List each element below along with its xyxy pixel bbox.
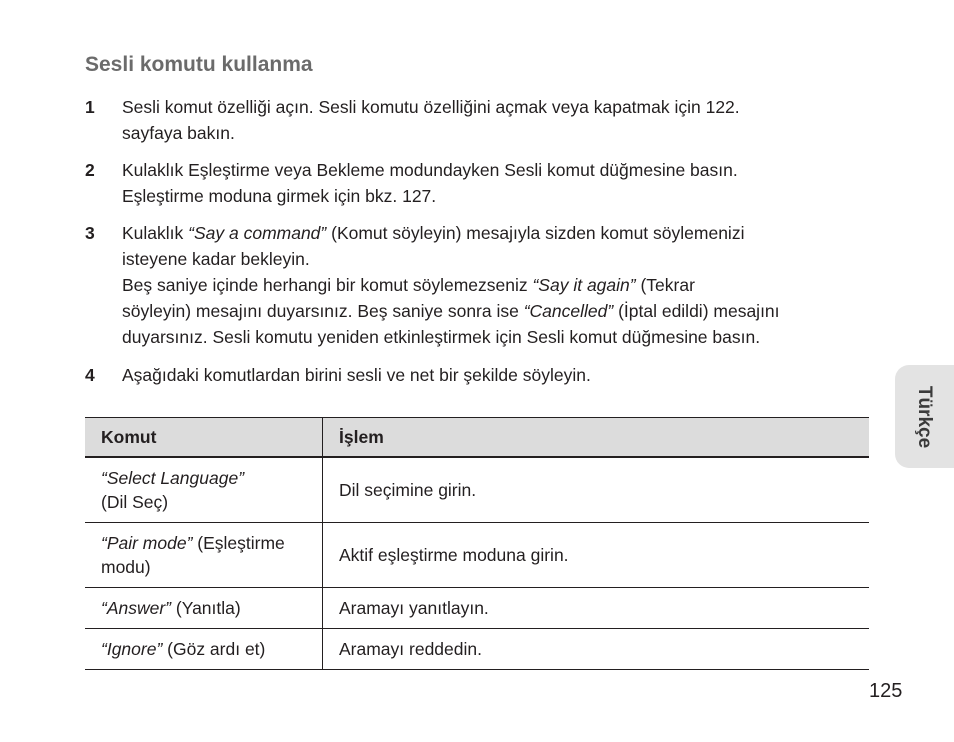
action-cell: Aramayı reddedin. xyxy=(323,629,870,670)
step-text xyxy=(122,362,872,388)
step-number: 1 xyxy=(85,97,95,117)
column-header-action: İşlem xyxy=(323,418,870,458)
step-number: 2 xyxy=(85,160,95,180)
quoted-command: “Cancelled” xyxy=(523,301,614,321)
command-phrase: “Select Language” xyxy=(101,468,245,488)
step-line: sayfaya bakın. xyxy=(122,123,235,143)
column-header-command: Komut xyxy=(85,418,323,458)
voice-command-table xyxy=(85,417,869,670)
step-text xyxy=(122,220,872,350)
text-run: (İptal edildi) mesajını xyxy=(613,301,780,321)
table-row xyxy=(85,457,869,523)
quoted-command: “Say a command” xyxy=(188,223,327,243)
text-run: (Tekrar xyxy=(635,275,695,295)
text-run: söyleyin) mesajını duyarsınız. Beş saniye sonra ise xyxy=(122,301,524,321)
quoted-command: “Say it again” xyxy=(532,275,636,295)
step-line: Sesli komut özelliği açın. Sesli komutu özelliğini açmak veya kapatmak için 122. xyxy=(122,97,740,117)
command-cell xyxy=(85,523,323,588)
step-line xyxy=(122,298,872,324)
language-tab-label: Türkçe xyxy=(914,385,935,449)
step-number: 3 xyxy=(85,223,95,243)
text-run: Kulaklık xyxy=(122,223,189,243)
step-line: Aşağıdaki komutlardan birini sesli ve net bir şekilde söyleyin. xyxy=(122,365,591,385)
action-cell: Aktif eşleştirme moduna girin. xyxy=(323,523,870,588)
table-row xyxy=(85,523,869,588)
command-phrase: “Answer” xyxy=(101,598,172,618)
table-row xyxy=(85,629,869,670)
table-header-row xyxy=(85,418,869,458)
text-run: Beş saniye içinde herhangi bir komut söylemezseniz xyxy=(122,275,533,295)
command-translation: (Eşleştirme modu) xyxy=(101,533,285,577)
step-line xyxy=(122,220,872,246)
command-phrase: “Pair mode” xyxy=(101,533,193,553)
step-line: isteyene kadar bekleyin. xyxy=(122,249,310,269)
page-number: 125 xyxy=(869,680,903,702)
section-title: Sesli komutu kullanma xyxy=(85,53,313,76)
step-text xyxy=(122,94,872,146)
step-number: 4 xyxy=(85,365,95,385)
command-translation: (Göz ardı et) xyxy=(162,639,266,659)
action-cell: Dil seçimine girin. xyxy=(323,457,870,523)
command-cell xyxy=(85,457,323,523)
text-run: (Komut söyleyin) mesajıyla sizden komut söylemenizi xyxy=(326,223,745,243)
language-side-tab xyxy=(895,365,954,468)
command-translation: (Yanıtla) xyxy=(171,598,241,618)
step-text xyxy=(122,157,872,209)
table-row xyxy=(85,588,869,629)
command-translation: (Dil Seç) xyxy=(101,492,169,512)
action-cell: Aramayı yanıtlayın. xyxy=(323,588,870,629)
step-line: Eşleştirme moduna girmek için bkz. 127. xyxy=(122,186,437,206)
command-cell xyxy=(85,588,323,629)
step-line: Kulaklık Eşleştirme veya Bekleme modundayken Sesli komut düğmesine basın. xyxy=(122,160,738,180)
step-line xyxy=(122,272,872,298)
command-phrase: “Ignore” xyxy=(101,639,163,659)
step-line: duyarsınız. Sesli komutu yeniden etkinleştirmek için Sesli komut düğmesine basın. xyxy=(122,327,761,347)
command-cell xyxy=(85,629,323,670)
